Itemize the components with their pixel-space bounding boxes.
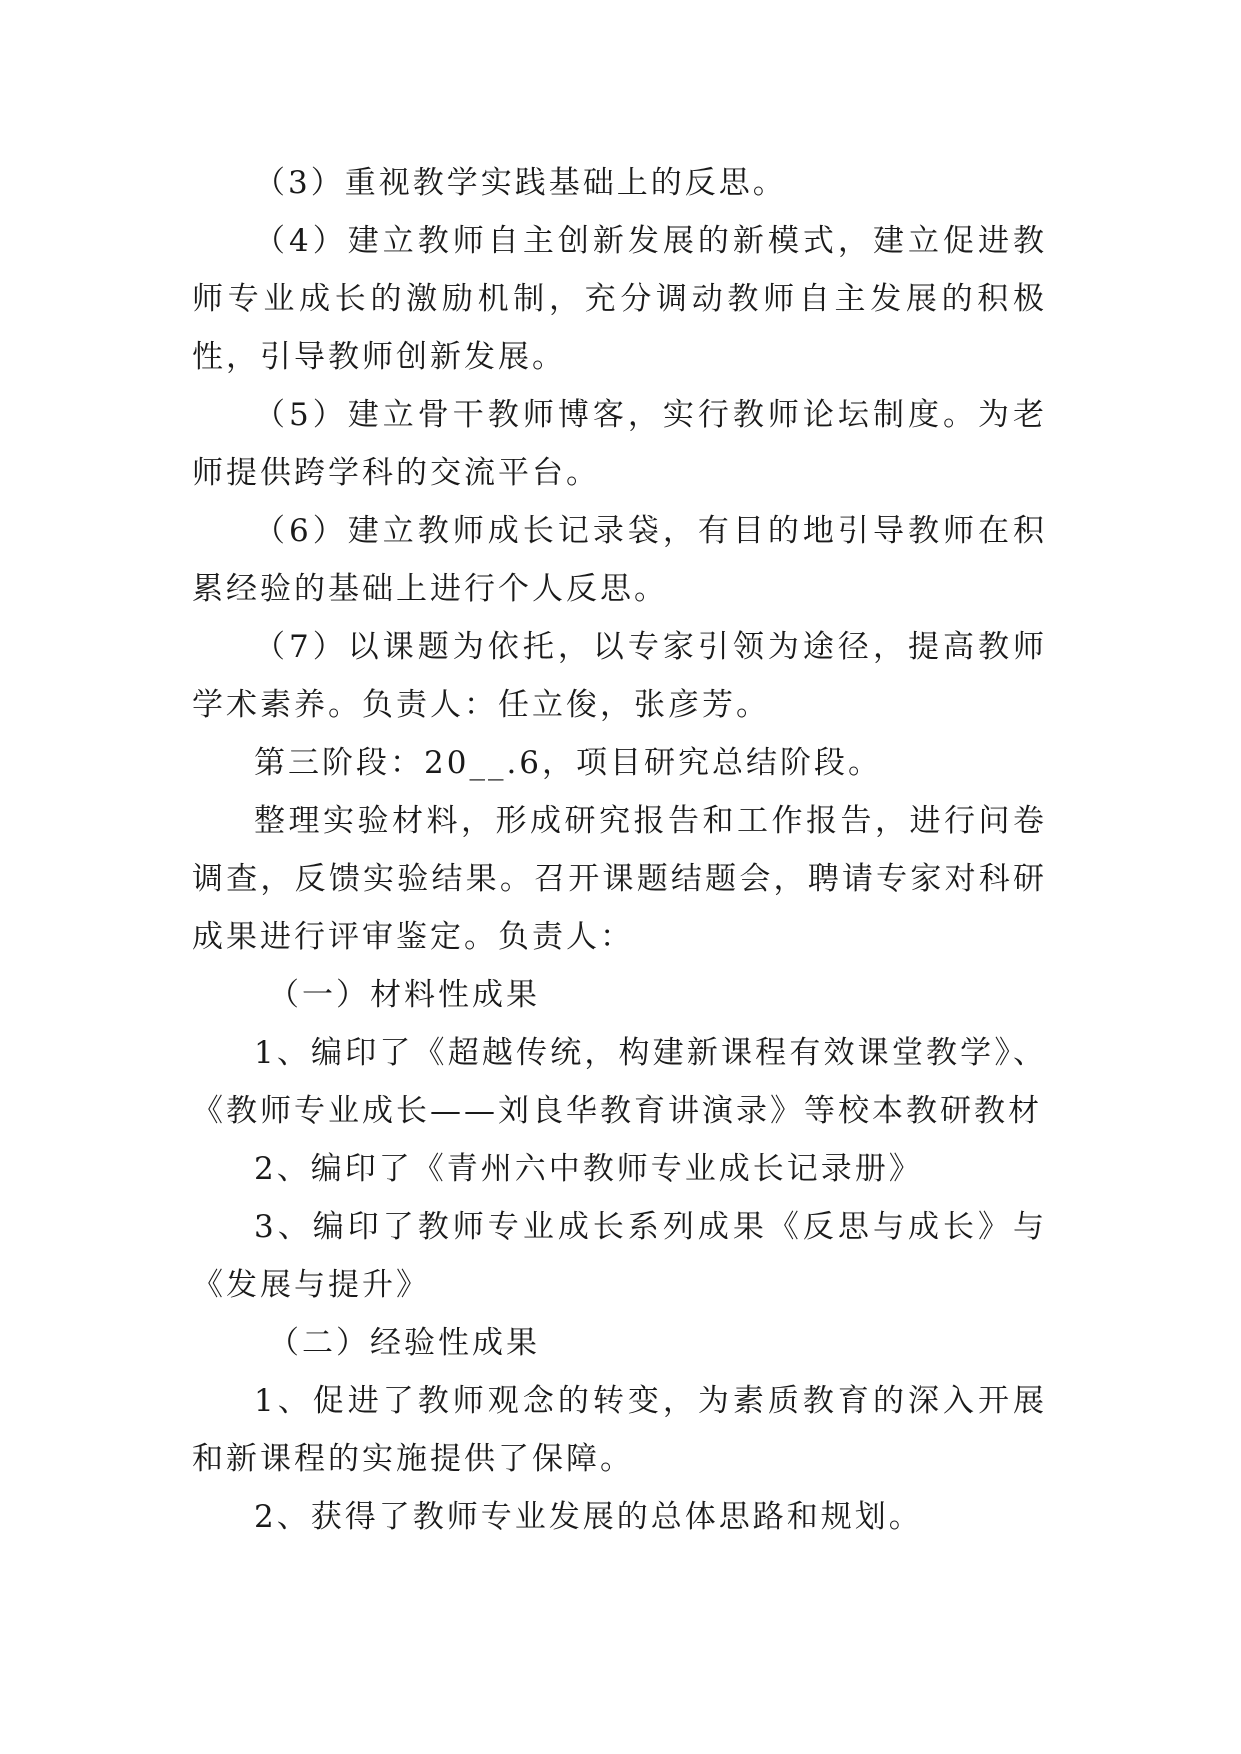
paragraph-item-3: （3）重视教学实践基础上的反思。 [254,165,787,201]
material-result-3: 3、编印了教师专业成长系列成果《反思与成长》与《发展与提升》 [192,1209,1047,1303]
paragraph-item-7: （7）以课题为依托，以专家引领为途径，提高教师学术素养。负责人：任立俊，张彦芳。 [192,629,1047,723]
experience-result-1: 1、促进了教师观念的转变，为素质教育的深入开展和新课程的实施提供了保障。 [192,1383,1047,1477]
stage-three-heading: 第三阶段：20__.6，项目研究总结阶段。 [254,745,883,781]
material-result-2: 2、编印了《青州六中教师专业成长记录册》 [254,1151,923,1187]
paragraph-item-5: （5）建立骨干教师博客，实行教师论坛制度。为老师提供跨学科的交流平台。 [192,397,1047,491]
section-heading-experience: （二）经验性成果 [268,1325,540,1361]
paragraph-item-4: （4）建立教师自主创新发展的新模式，建立促进教师专业成长的激励机制，充分调动教师自主发展的积极性，引导教师创新发展。 [192,223,1047,375]
stage-three-body: 整理实验材料，形成研究报告和工作报告，进行问卷调查，反馈实验结果。召开课题结题会，聘请专家对科研成果进行评审鉴定。负责人： [192,803,1047,955]
paragraph-item-6: （6）建立教师成长记录袋，有目的地引导教师在积累经验的基础上进行个人反思。 [192,513,1047,607]
material-result-1: 1、编印了《超越传统，构建新课程有效课堂教学》、《教师专业成长——刘良华教育讲演录》等校本教研教材 [192,1035,1047,1129]
section-heading-material: （一）材料性成果 [268,977,540,1013]
experience-result-2: 2、获得了教师专业发展的总体思路和规划。 [254,1499,923,1535]
document-body [192,154,1047,1546]
